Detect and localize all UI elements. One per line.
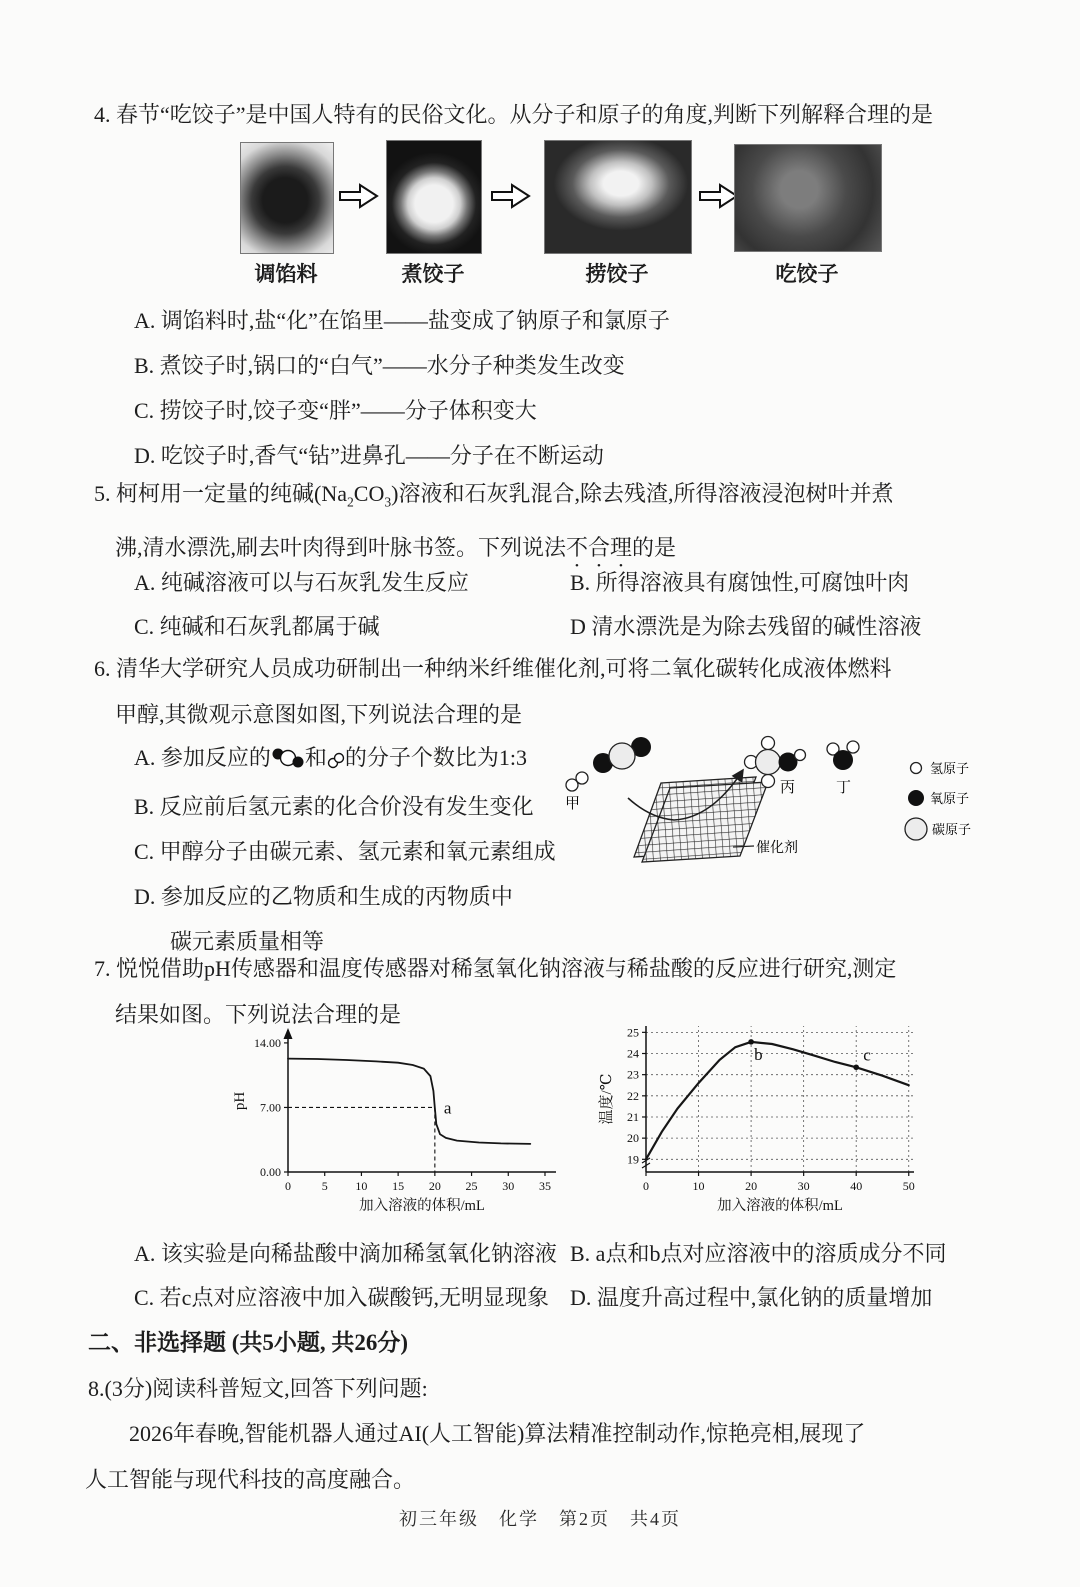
subscript: 3 [384,494,392,510]
q5-options [134,561,1024,649]
photo-label: 吃饺子 [775,262,839,286]
q8-paragraph [85,1411,1000,1503]
q7-option-b: B. a点和b点对应溶液中的溶质成分不同 [570,1241,947,1266]
q8-heading: 8.(3分)阅读科普短文,回答下列问题: [88,1376,428,1401]
photo-eating-dumplings [734,144,882,252]
q8-para-line2: 人工智能与现代科技的高度融合。 [85,1467,416,1492]
arrow-right-icon [338,182,380,215]
q6-option-a: A. 参加反应的 和 的分子个数比为1:3 [134,735,614,784]
q5-stem-line1: 5. 柯柯用一定量的纯碱$(Na_2CO_3)$溶液和石灰乳混合,除去残渣,所得溶液浸泡树叶并煮 [94,481,894,510]
svg-text:a: a [443,1098,452,1118]
svg-text:pH: pH [232,1091,248,1111]
svg-text:10: 10 [692,1179,705,1193]
q5-option-b: B. 所得溶液具有腐蚀性,可腐蚀叶肉 [570,570,910,595]
svg-text:0.00: 0.00 [260,1165,281,1179]
q7-option-a: A. 该实验是向稀盐酸中滴加稀氢氧化钠溶液 [134,1241,557,1266]
question-8 [88,1366,998,1412]
section-2-heading: 二、非选择题 (共5小题, 共26分) [88,1330,409,1355]
svg-text:c: c [863,1045,871,1065]
svg-text:20: 20 [627,1131,639,1146]
svg-text:30: 30 [502,1179,515,1193]
subscript: 2 [346,494,354,510]
q4-option-d: D. 吃饺子时,香气“钻”进鼻孔——分子在不断运动 [134,443,604,468]
photo-boiling-dumplings [386,140,482,254]
atom-legend [905,761,971,840]
label-jia: 甲 [565,796,581,812]
photo-mixing-filling [240,142,334,254]
svg-text:加入溶液的体积/mL: 加入溶液的体积/mL [359,1198,485,1214]
q4-stem: 4. 春节“吃饺子”是中国人特有的民俗文化。从分子和原子的角度,判断下列解释合理的是 [94,102,934,127]
question-5 [94,471,1004,572]
svg-text:21: 21 [627,1109,639,1124]
svg-text:30: 30 [797,1179,810,1193]
photo-scooping-dumplings [544,140,692,254]
hydrogen-atom-icon [911,763,922,774]
label-catalyst: 催化剂 [756,841,798,856]
svg-text:20: 20 [428,1179,441,1193]
q7-option-c: C. 若c点对应溶液中加入碳酸钙,无明显现象 [134,1285,549,1310]
svg-text:20: 20 [745,1179,758,1193]
q4-option-c: C. 捞饺子时,饺子变“胖”——分子体积变大 [134,398,537,423]
q6-option-b: B. 反应前后氢元素的化合价没有发生变化 [134,794,534,819]
svg-text:25: 25 [627,1025,639,1040]
svg-text:22: 22 [627,1088,639,1103]
q6-stem-line2: 甲醇,其微观示意图如图,下列说法合理的是 [115,702,523,727]
q8-para-line1: 2026年春晚,智能机器人通过AI(人工智能)算法精准控制动作,惊艳亮相,展现了 [129,1421,866,1446]
q5-option-c: C. 纯碱和石灰乳都属于碱 [134,614,380,639]
q4-option-b: B. 煮饺子时,锅口的“白气”——水分子种类发生改变 [134,353,625,378]
carbon-atom-icon [905,818,927,840]
oxygen-atom-icon [908,790,924,806]
q6-reaction-diagram [550,690,1030,880]
q7-option-d: D. 温度升高过程中,氯化钠的质量增加 [570,1285,933,1310]
page-footer: 初三年级 化学 第2页 共4页 [399,1509,681,1529]
svg-text:0: 0 [285,1179,291,1193]
h2-molecule-icon [327,739,345,784]
legend-carbon: 碳原子 [932,822,972,837]
svg-text:24: 24 [627,1046,639,1061]
temperature-chart [598,1008,933,1220]
svg-text:35: 35 [538,1179,551,1193]
svg-text:7.00: 7.00 [260,1100,281,1115]
arrow-right-icon [490,182,532,215]
label-bing: 丙 [780,780,796,796]
svg-text:b: b [754,1044,763,1064]
q5-option-a: A. 纯碱溶液可以与石灰乳发生反应 [134,570,469,595]
svg-text:5: 5 [321,1179,328,1193]
catalyst-mesh [634,777,768,862]
ph-chart [226,1014,571,1214]
q7-stem-line1: 7. 悦悦借助pH传感器和温度传感器对稀氢氧化钠溶液与稀盐酸的反应进行研究,测定 [94,956,897,981]
q4-option-a: A. 调馅料时,盐“化”在馅里——盐变成了钠原子和氯原子 [134,308,670,333]
question-4 [94,92,994,138]
photo-label: 调馅料 [254,262,318,286]
q5-option-d: D 清水漂洗是为除去残留的碱性溶液 [570,614,922,639]
label-ding: 丁 [836,780,852,796]
svg-text:50: 50 [902,1179,915,1193]
q6-stem-line1: 6. 清华大学研究人员成功研制出一种纳米纤维催化剂,可将二氧化碳转化成液体燃料 [94,656,892,681]
q4-options [134,298,994,478]
svg-text:0: 0 [643,1179,649,1193]
q6-option-c: C. 甲醇分子由碳元素、氢元素和氧元素组成 [134,839,556,864]
svg-text:加入溶液的体积/mL: 加入溶液的体积/mL [717,1198,843,1214]
q5-stem-line2: 沸,清水漂洗,刷去叶肉得到叶脉书签。下列说法不合理的是 [115,535,677,561]
svg-text:25: 25 [465,1179,478,1193]
h2-molecule [566,772,588,791]
svg-text:14.00: 14.00 [254,1035,281,1050]
co2-molecule [593,737,651,773]
q7-options [134,1232,1024,1320]
emphasized-text: 不合理 [566,535,633,561]
svg-text:10: 10 [355,1179,368,1193]
water-molecule [827,741,859,770]
svg-text:19: 19 [627,1152,639,1167]
legend-oxygen: 氧原子 [930,791,970,806]
svg-text:40: 40 [850,1179,863,1193]
q7-stem-line2: 结果如图。下列说法合理的是 [115,1002,402,1027]
q6-options [134,735,614,964]
photo-label: 煮饺子 [401,262,465,286]
legend-hydrogen: 氢原子 [930,761,970,776]
co2-molecule-icon [271,739,305,784]
svg-text:温度/℃: 温度/℃ [599,1073,615,1125]
q6-option-d-line2: 碳元素质量相等 [170,929,325,954]
svg-text:23: 23 [627,1067,639,1082]
photo-label: 捞饺子 [585,262,649,286]
svg-text:15: 15 [392,1179,405,1193]
q6-option-d-line1: D. 参加反应的乙物质和生成的丙物质中 [134,884,513,909]
